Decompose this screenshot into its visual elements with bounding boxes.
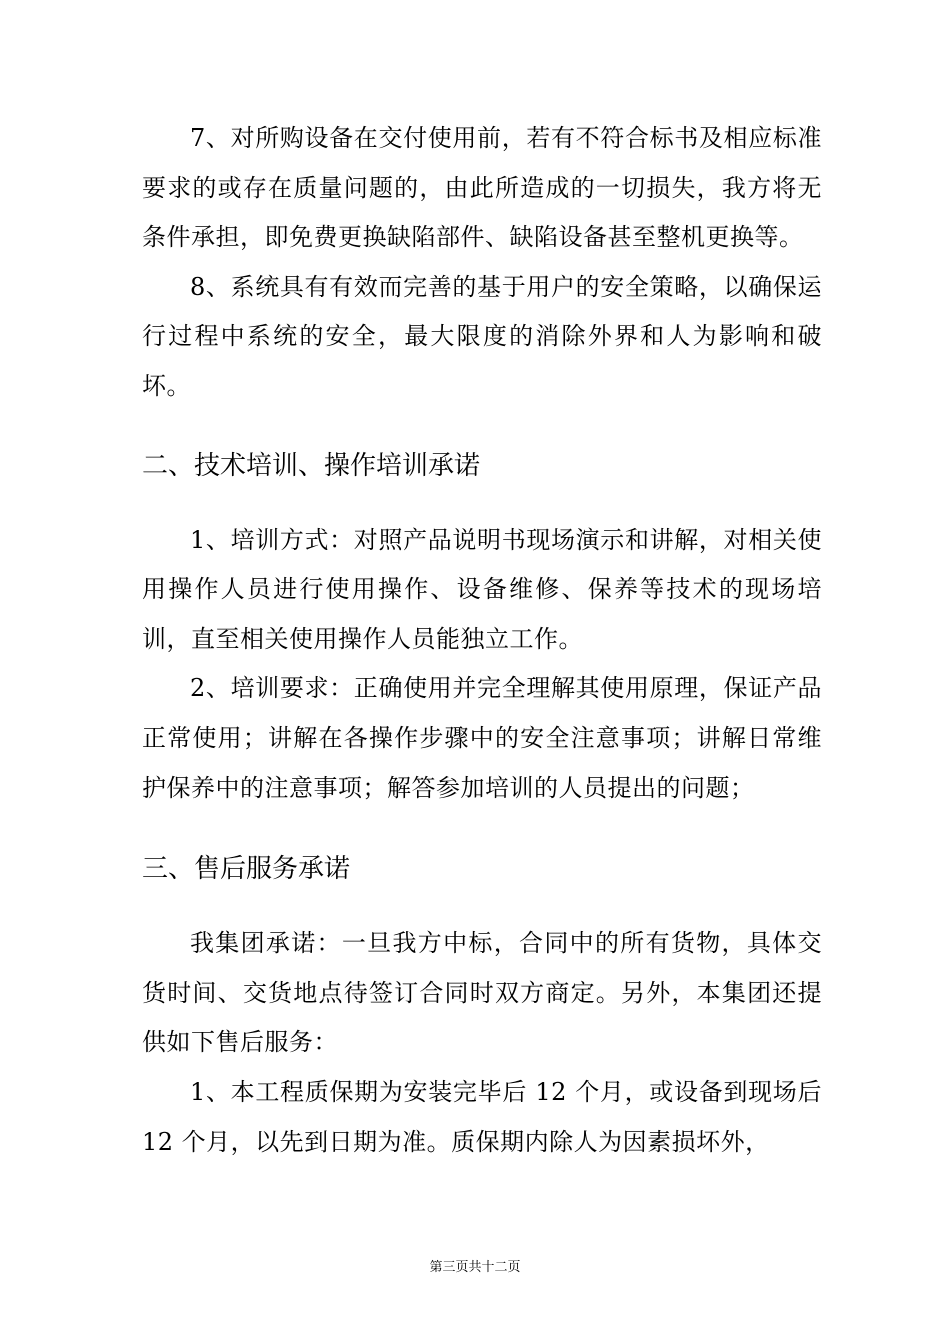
page-footer: 第三页共十二页 — [429, 1260, 521, 1275]
paragraph-item-8: 8、系统具有有效而完善的基于用户的安全策略，以确保运行过程中系统的安全，最大限度的消除外界和人为影响和破坏。 — [142, 272, 822, 400]
paragraph-item-7: 7、对所购设备在交付使用前，若有不符合标书及相应标准要求的或存在质量问题的，由此所造成的一切损失，我方将无条件承担，即免费更换缺陷部件、缺陷设备甚至整机更换等。 — [142, 124, 822, 252]
paragraph-training-method: 1、培训方式：对照产品说明书现场演示和讲解，对相关使用操作人员进行使用操作、设备维修、保养等技术的现场培训，直至相关使用操作人员能独立工作。 — [142, 525, 822, 653]
page-content — [142, 114, 822, 1167]
section-heading-after-sales: 三、售后服务承诺 — [142, 854, 351, 885]
paragraph-service-intro: 我集团承诺：一旦我方中标，合同中的所有货物，具体交货时间、交货地点待签订合同时双方商定。另外，本集团还提供如下售后服务： — [142, 929, 822, 1057]
paragraph-warranty: 1、本工程质保期为安装完毕后 12 个月，或设备到现场后 12 个月，以先到日期为准。质保期内除人为因素损坏外， — [142, 1077, 822, 1156]
paragraph-training-requirements: 2、培训要求：正确使用并完全理解其使用原理，保证产品正常使用；讲解在各操作步骤中的安全注意事项；讲解日常维护保养中的注意事项；解答参加培训的人员提出的问题； — [142, 674, 822, 802]
section-heading-training: 二、技术培训、操作培训承诺 — [142, 450, 481, 481]
